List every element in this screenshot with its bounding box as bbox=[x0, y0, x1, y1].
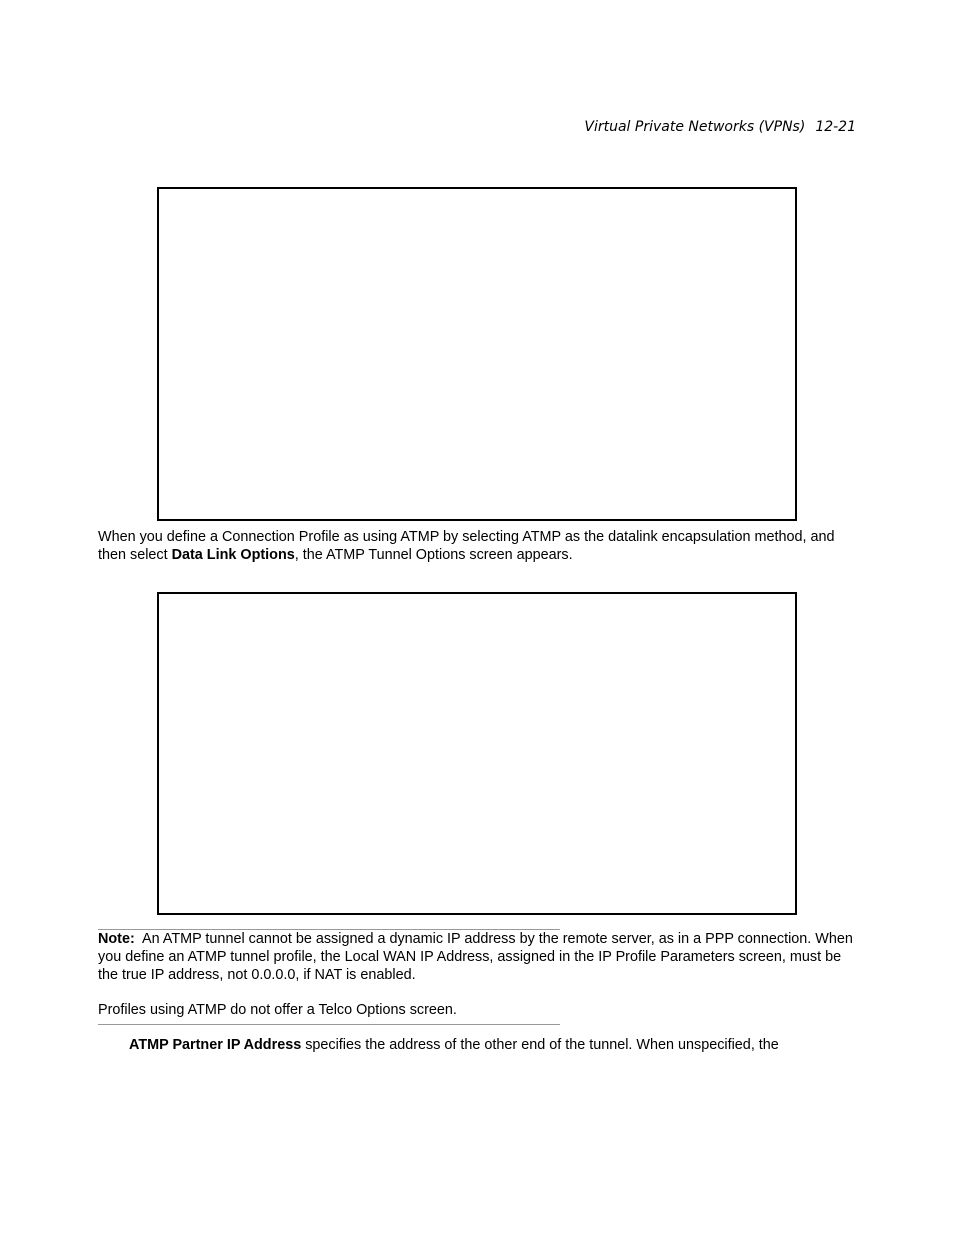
note-label: Note: bbox=[98, 931, 135, 947]
running-header bbox=[584, 119, 856, 135]
intro-text-before: When you define a Connection Profile as using ATMP by selecting ATMP as the datalink encapsulation method, and then select bbox=[98, 529, 835, 563]
note-second-paragraph: Profiles using ATMP do not offer a Telco Options screen. bbox=[98, 1002, 457, 1018]
note-bottom-rule bbox=[98, 1024, 560, 1025]
screen-figure-placeholder-2 bbox=[157, 592, 797, 915]
intro-paragraph bbox=[98, 528, 858, 564]
screen-figure-placeholder-1 bbox=[157, 187, 797, 521]
chapter-title: Virtual Private Networks (VPNs) bbox=[584, 119, 806, 135]
data-link-options-term: Data Link Options bbox=[171, 547, 295, 563]
intro-text-after: , the ATMP Tunnel Options screen appears. bbox=[294, 547, 573, 563]
atmp-partner-term: ATMP Partner IP Address bbox=[129, 1037, 302, 1053]
note-paragraph bbox=[98, 930, 858, 984]
atmp-partner-text: specifies the address of the other end of the tunnel. When unspecified, the bbox=[301, 1037, 779, 1053]
page-number: 12-21 bbox=[815, 119, 856, 135]
note-text: An ATMP tunnel cannot be assigned a dynamic IP address by the remote server, as in a PPP connection. When you define an ATMP tunnel profile, the Local WAN IP Address, assigned in the IP Profile Parameters screen, must be the true IP address, not 0.0.0.0, if NAT is enabled. bbox=[98, 931, 853, 983]
atmp-partner-paragraph bbox=[129, 1036, 859, 1054]
